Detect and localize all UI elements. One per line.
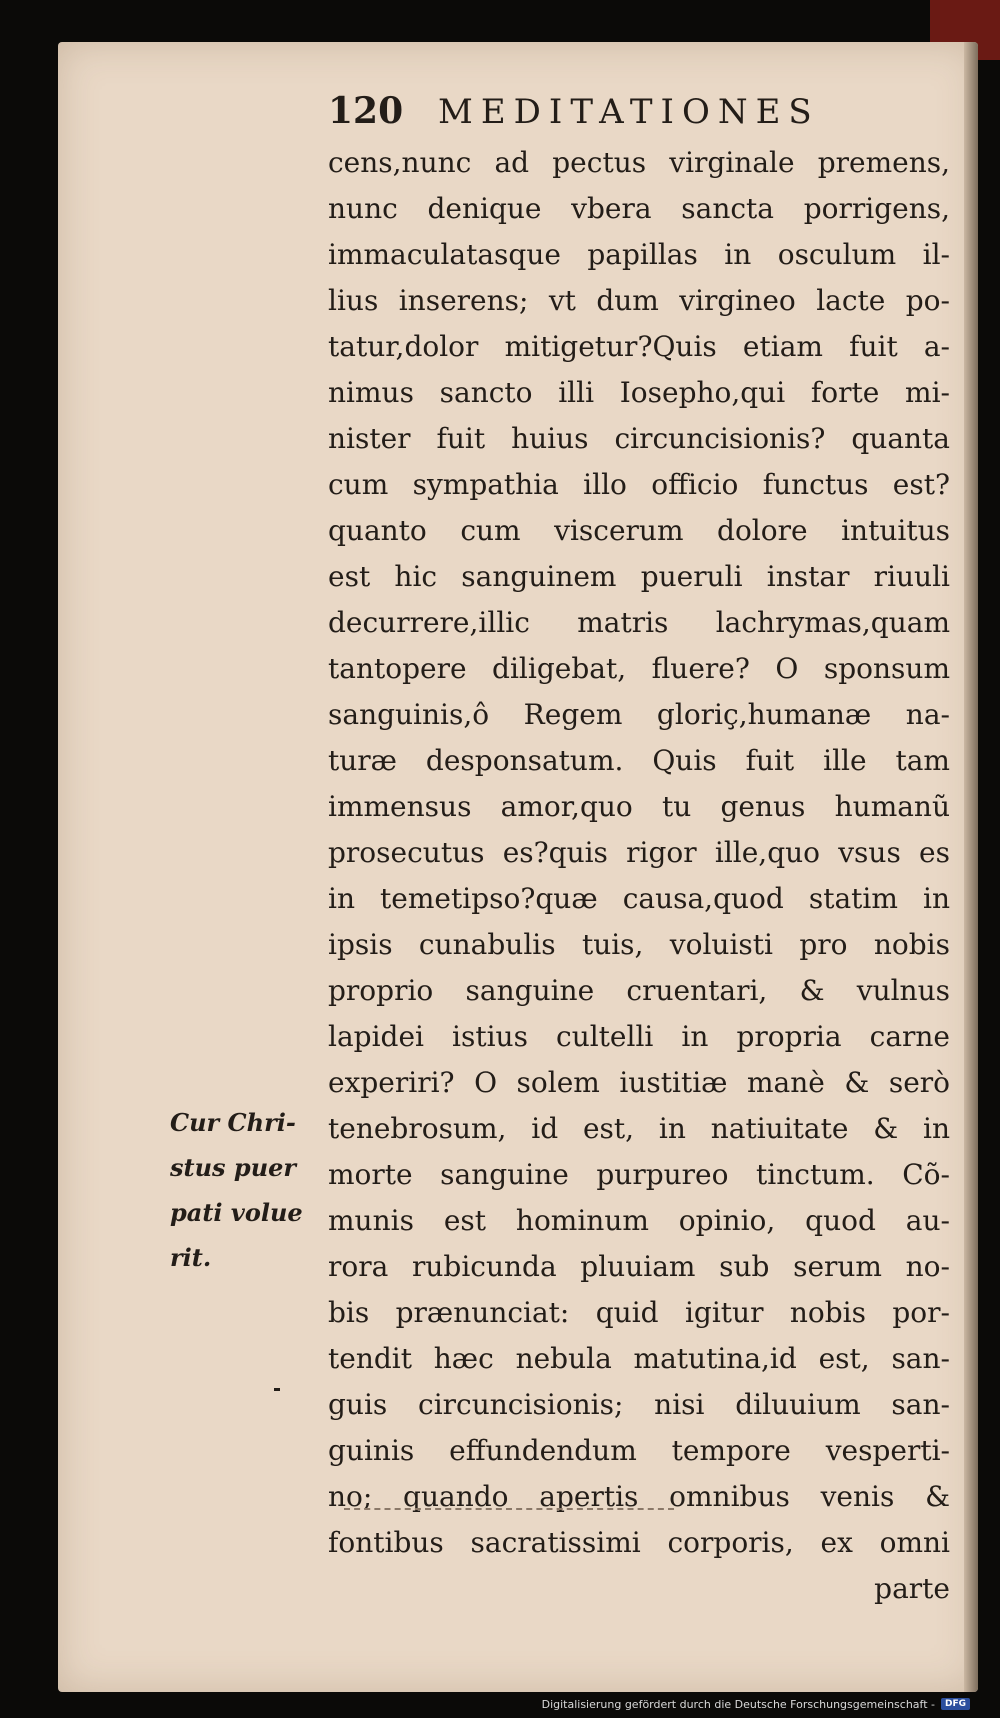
- text-line: nimus sancto illi Iosepho,qui forte mi-: [328, 376, 950, 409]
- main-text: [328, 140, 950, 1612]
- text-line: turæ desponsatum. Quis fuit ille tam: [328, 744, 950, 777]
- text-line: tenebrosum, id est, in natiuitate & in: [328, 1112, 950, 1145]
- text-line: ipsis cunabulis tuis, voluisti pro nobis: [328, 928, 950, 961]
- digitization-credit: [542, 1696, 970, 1712]
- text-line: immensus amor,quo tu genus humanũ: [328, 790, 950, 823]
- running-title: MEDITATIONES: [438, 92, 820, 132]
- text-line: rora rubicunda pluuiam sub serum no-: [328, 1250, 950, 1283]
- marginal-note-line: Cur Chri-: [170, 1108, 296, 1137]
- text-line: nister fuit huius circuncisionis? quanta: [328, 422, 950, 455]
- marginal-note-line: stus puer: [170, 1153, 297, 1182]
- text-line: est hic sanguinem pueruli instar riuuli: [328, 560, 950, 593]
- text-line: lius inserens; vt dum virgineo lacte po-: [328, 284, 950, 317]
- text-line: immaculatasque papillas in osculum il-: [328, 238, 950, 271]
- text-line: proprio sanguine cruentari, & vulnus: [328, 974, 950, 1007]
- credit-text: Digitalisierung gefördert durch die Deutsche Forschungsgemeinschaft -: [541, 1697, 935, 1711]
- text-line: tendit hæc nebula matutina,id est, san-: [328, 1342, 950, 1375]
- text-line: sanguinis,ô Regem gloriç,humanæ na-: [328, 698, 950, 731]
- text-line: no; quando apertis omnibus venis &: [328, 1480, 950, 1513]
- text-line: quanto cum viscerum dolore intuitus: [328, 514, 950, 547]
- text-line: experiri? O solem iustitiæ manè & serò: [328, 1066, 950, 1099]
- page-number: 120: [328, 90, 404, 132]
- text-line: cens,nunc ad pectus virginale premens,: [328, 146, 950, 179]
- book-page: [58, 42, 978, 1692]
- faded-rule-mark: [344, 1508, 674, 1510]
- page-edge: [964, 42, 978, 1692]
- text-line: guis circuncisionis; nisi diluuium san-: [328, 1388, 950, 1421]
- text-line: fontibus sacratissimi corporis, ex omni: [328, 1526, 950, 1559]
- text-line: tatur,dolor mitigetur?Quis etiam fuit a-: [328, 330, 950, 363]
- text-line: nunc denique vbera sancta porrigens,: [328, 192, 950, 225]
- text-line: in temetipso?quæ causa,quod statim in: [328, 882, 950, 915]
- text-line: morte sanguine purpureo tinctum. Cõ-: [328, 1158, 950, 1191]
- catchword: parte: [874, 1572, 950, 1605]
- text-line: bis prænunciat: quid igitur nobis por-: [328, 1296, 950, 1329]
- text-line: cum sympathia illo officio functus est?: [328, 468, 950, 501]
- marginal-note-line: pati volue: [170, 1198, 303, 1227]
- running-head: [328, 90, 928, 140]
- marginal-note: [170, 1100, 325, 1280]
- text-line: guinis effundendum tempore vesperti-: [328, 1434, 950, 1467]
- text-line: munis est hominum opinio, quod au-: [328, 1204, 950, 1237]
- margin-dash-mark: [274, 1388, 280, 1391]
- dfg-logo: DFG: [941, 1698, 970, 1710]
- text-line: prosecutus es?quis rigor ille,quo vsus es: [328, 836, 950, 869]
- text-line: decurrere,illic matris lachrymas,quam: [328, 606, 950, 639]
- marginal-note-line: rit.: [170, 1243, 212, 1272]
- text-line: lapidei istius cultelli in propria carne: [328, 1020, 950, 1053]
- text-line: tantopere diligebat, fluere? O sponsum: [328, 652, 950, 685]
